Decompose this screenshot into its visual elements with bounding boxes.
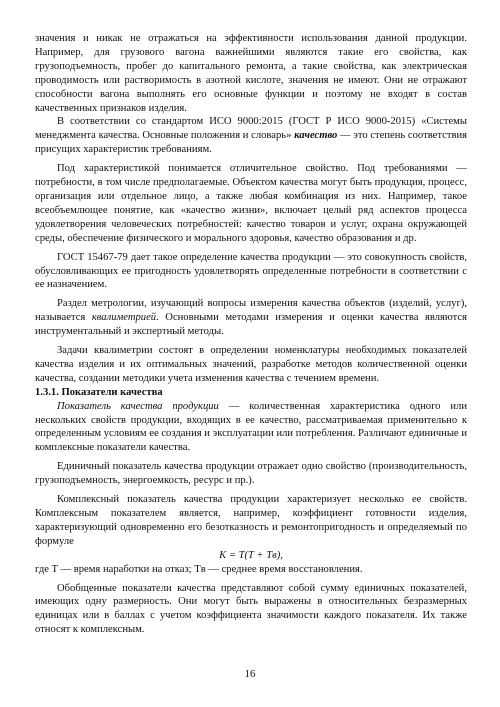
paragraph-4: ГОСТ 15467-79 дает такое определение качества продукции — это совокупность свойств, обусловливающих ее пригодность удовлетворять определенные потребности в соответствии с ее назначением. bbox=[35, 251, 467, 291]
paragraph-2-text-end: — это степень соответствия присущих характеристик требованиям. bbox=[35, 130, 467, 156]
formula: K = T(T + Tв), bbox=[219, 549, 283, 561]
paragraph-1: значения и никак не отражаться на эффективности использования данной продукции. Например, для грузового вагона важнейшими являются такие его свойства, как грузоподъемность, пробег до капитального ремонта, а такие свойства, как электрическая проводимость или растворимость в азотной кислоте, значения не имеют. Они не отражают способности вагона выполнять его основные функции и поэтому не входят в состав качественных признаков изделия. bbox=[35, 33, 467, 114]
paragraph-8: Единичный показатель качества продукции отражает одно свойство (производительность, грузоподъемность, энергоемкость, ресурс и пр.). bbox=[35, 461, 467, 487]
paragraph-9: Комплексный показатель качества продукции характеризует несколько ее свойств. Комплексным показателем является, например, коэффициент готовности изделия, характеризующий одновременно его безотказность и ремонтопригодность и определяемый по формуле bbox=[35, 494, 467, 547]
paragraph-11: Обобщенные показатели качества представляют собой сумму единичных показателей, имеющих одну размерность. Они могут быть выражены в относительных безразмерных единицах или в баллах с учетом коэффициента значимости каждого показателя. Их также относят к комплексным. bbox=[35, 582, 467, 636]
term-qualimetry: квалиметрией bbox=[91, 312, 157, 324]
paragraph-3: Под характеристикой понимается отличительное свойство. Под требованиями — потребности, в том числе предполагаемые. Объектом качества могут быть продукция, процесс, организация или отдельное лицо, а также любая комбинация из них. Например, такое всеобъемлющее понятие, как «качество жизни», включает целый ряд аспектов процесса удовлетворения человеческих потребностей: качество товаров и услуг, охрана окружающей среды, обеспечение физического и морального здоровья, качество образования и др. bbox=[35, 163, 467, 244]
paragraph-2-text-start: В соответствии со стандартом ИСО 9000:2015 (ГОСТ Р ИСО 9000-2015) «Системы менеджмента качества. Основные положения и словарь» bbox=[35, 116, 467, 142]
term-quality-indicator: Показатель качества продукции bbox=[57, 400, 219, 412]
paragraph-5-text-start: Раздел метрологии, изучающий вопросы измерения качества объектов (изделий, услуг), называется bbox=[35, 298, 467, 324]
term-quality: качество bbox=[294, 130, 338, 142]
paragraph-7 bbox=[35, 400, 467, 456]
paragraph-7-text: — количественная характеристика одного или нескольких свойств продукции, входящих в ее качество, рассматриваемая применительно к определенным условиям ее создания и эксплуатации или потребления. Различают единичные и комплексные показатели качества. bbox=[35, 400, 467, 454]
paragraph-6: Задачи квалиметрии состоят в определении номенклатуры необходимых показателей качества изделия и их оптимальных значений, разработке методов количественной оценки качества, создании методики учета изменения качества с течением времени. bbox=[35, 345, 467, 384]
paragraph-5-text-end: . Основными методами измерения и оценки качества являются инструментальный и экспертный методы. bbox=[35, 312, 467, 338]
paragraph-10: где T — время наработки на отказ; Tв — среднее время восстановления. bbox=[35, 563, 363, 575]
paragraph-2 bbox=[35, 115, 467, 157]
page-number: 16 bbox=[244, 668, 256, 680]
page-body bbox=[35, 32, 467, 637]
paragraph-5 bbox=[35, 297, 467, 339]
section-heading: 1.3.1. Показатели качества bbox=[35, 386, 163, 398]
